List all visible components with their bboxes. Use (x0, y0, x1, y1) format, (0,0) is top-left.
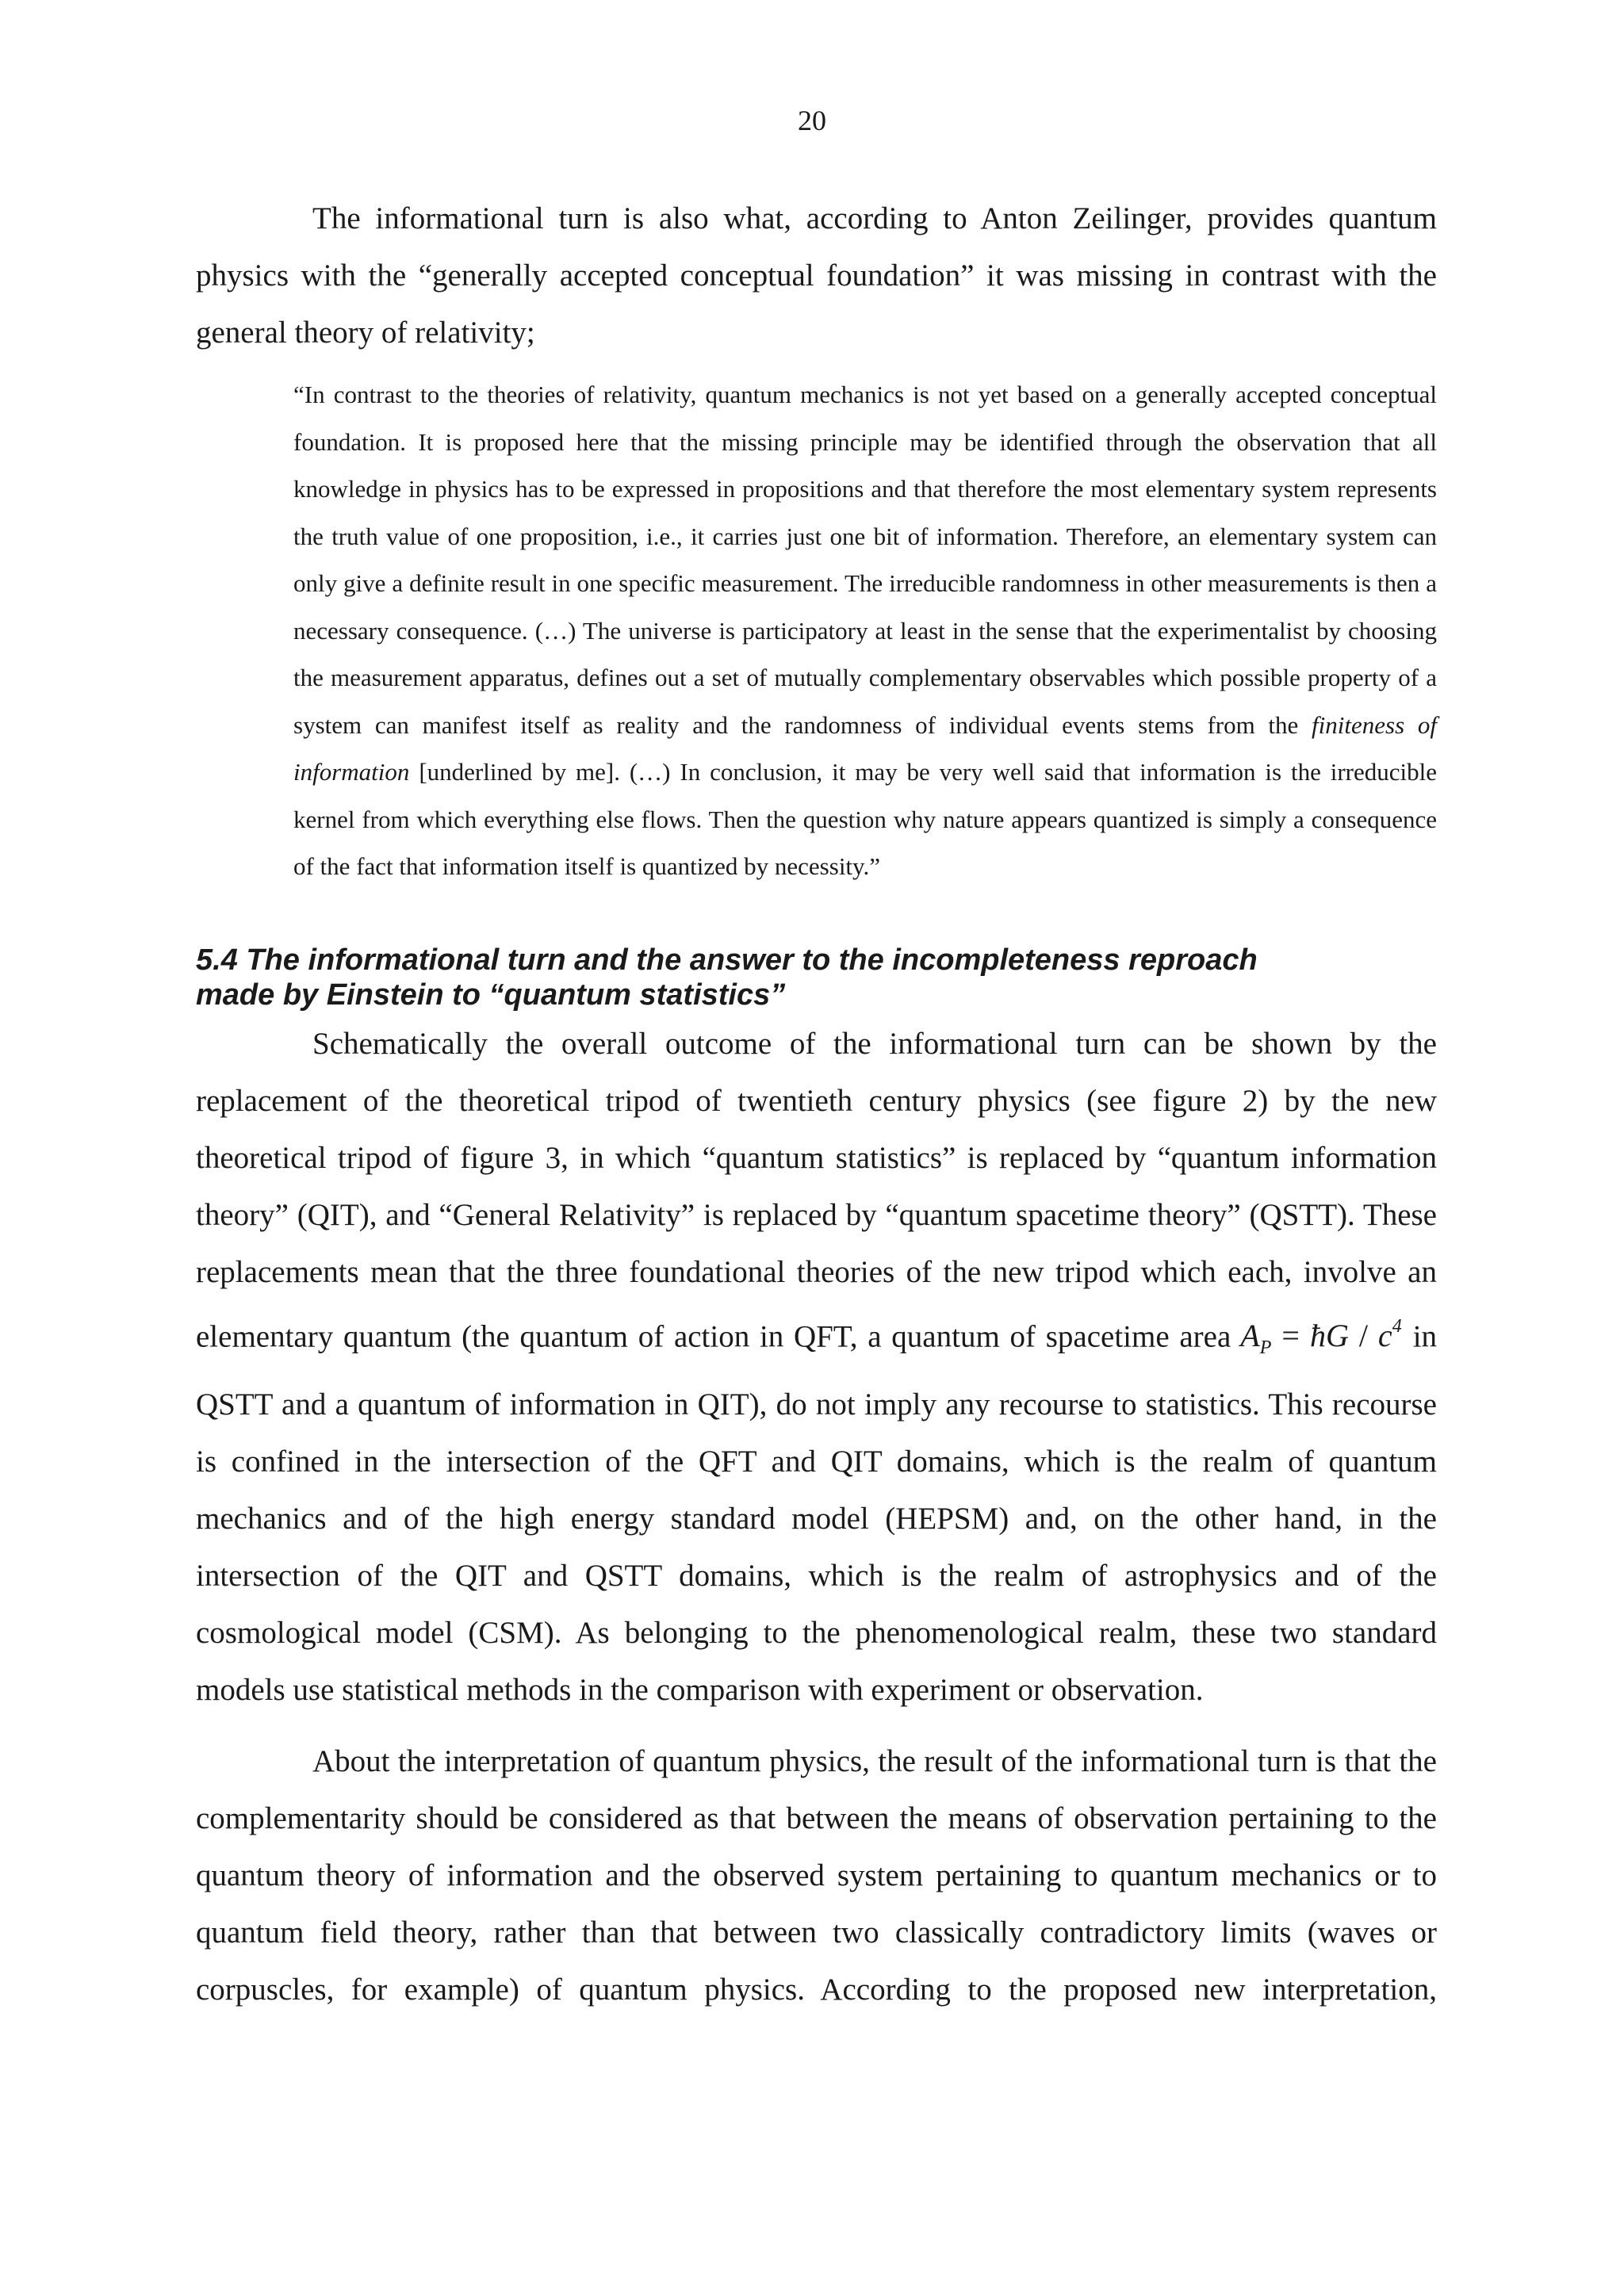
formula-exponent: 4 (1392, 1315, 1402, 1337)
section-heading (196, 943, 1437, 1012)
paragraph-zeilinger-intro: The informational turn is also what, according to Anton Zeilinger, provides quantum physics with the “generally accepted conceptual foundation” it was missing in contrast with the general theory of relativity; (196, 201, 1437, 350)
block-quote-zeilinger (293, 371, 1437, 890)
paragraph-interpretation: About the interpretation of quantum physics, the result of the informational turn is that the complementarity should be considered as that between the means of observation pertaining to the quantum theory of information and the observed system pertaining to quantum mechanics or to quantum field theory, rather than that between two classically contradictory limits (waves or corpuscles, for example) of quantum physics. According to the proposed new interpretation, (196, 1743, 1437, 2007)
section-heading-line-2: made by Einstein to “quantum statistics” (196, 978, 786, 1012)
planck-area-formula (1240, 1315, 1402, 1358)
formula-g: G (1325, 1317, 1349, 1353)
quote-text-start: “In contrast to the theories of relativity, quantum mechanics is not yet based on a generally accepted conceptual foundation. It is proposed here that the missing principle may be identified through the observation that all knowledge in physics has to be expressed in propositions and that therefore the most elementary system represents the truth value of one proposition, i.e., it carries just one bit of information. Therefore, an elementary system can only give a definite result in one specific measurement. The irreducible randomness in other measurements is then a necessary consequence. (…) The universe is participatory at least in the sense that the experimentalist by choosing the measurement apparatus, defines out a set of mutually complementary observables which possible property of a system can manifest itself as reality and the randomness of individual events stems from the (293, 381, 1437, 739)
quote-emphasis: finiteness of information (293, 710, 1437, 786)
tripod-text-start: Schematically the overall outcome of the informational turn can be shown by the replacement of the theoretical tripod of twentieth century physics (see figure 2) by the new theoretical tripod of figure 3, in which “quantum statistics” is replaced by “quantum information theory” (QIT), and “General Relativity” is replaced by “quantum spacetime theory” (QSTT). These replacements mean that the three foundational theories of the new tripod which each, involve an elementary quantum (the quantum of action in QFT, a quantum of spacetime area (196, 1026, 1437, 1353)
formula-c: c (1377, 1317, 1392, 1353)
section-heading-line-1: 5.4 The informational turn and the answer to the incompleteness reproach (196, 943, 1258, 977)
tripod-text-end: in QSTT and a quantum of information in QIT), do not imply any recourse to statistics. This recourse is confined in the intersection of the QFT and QIT domains, which is the realm of quantum mechanics and of the high energy standard model (HEPSM) and, on the other hand, in the intersection of the QIT and QSTT domains, which is the realm of astrophysics and of the cosmological model (CSM). As belonging to the phenomenological realm, these two standard models use statistical methods in the comparison with experiment or observation. (196, 1318, 1438, 1707)
formula-symbol-a: A (1240, 1317, 1260, 1353)
formula-subscript-p: P (1259, 1337, 1272, 1358)
paragraph-tripod (196, 1016, 1437, 1719)
page-body (196, 190, 1437, 2019)
page-number: 20 (798, 105, 826, 136)
formula-slash: / (1358, 1317, 1368, 1353)
quote-text-end: [underlined by me]. (…) In conclusion, it may be very well said that information is the irreducible kernel from which everything else flows. Then the question why nature appears quantized is simply a consequence of the fact that information itself is quantized by necessity.” (293, 758, 1438, 880)
formula-equals: = (1281, 1317, 1300, 1353)
formula-hbar: ħ (1309, 1317, 1326, 1353)
